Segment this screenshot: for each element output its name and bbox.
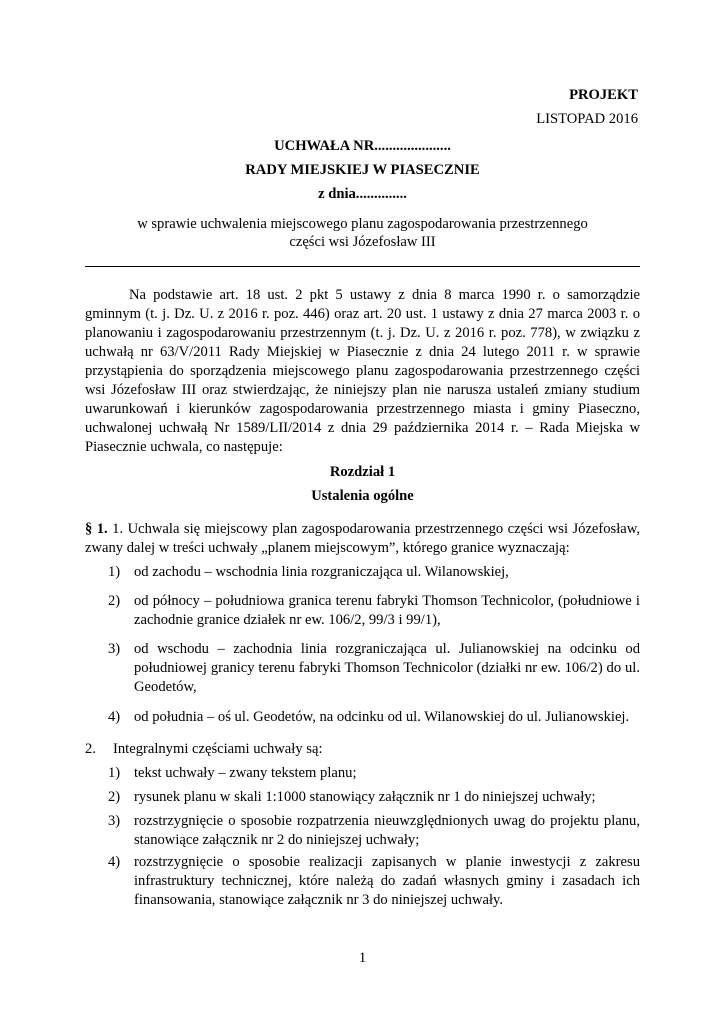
chapter-title: Ustalenia ogólne	[311, 488, 414, 504]
subject-line-2: części wsi Józefosław III	[289, 234, 436, 250]
section-1-intro	[85, 520, 640, 558]
preamble: Na podstawie art. 18 ust. 2 pkt 5 ustawy z dnia 8 marca 1990 r. o samorządzie gminnym (t. j. Dz. U. z 2016 r. poz. 446) oraz art. 20 ust. 1 ustawy z dnia 27 marca 2003 r. o planowaniu i zagospodarowaniu przestrzennym (t. j. Dz. U. z 2016 r. poz. 778), w związku z uchwałą nr 63/V/2011 Rady Miejskiej w Piasecznie z dnia 24 lutego 2011 r. w sprawie przystąpienia do sporządzenia miejscowego planu zagospodarowania przestrzennego części wsi Józefosław III oraz stwierdzając, że niniejszy plan nie narusza ustaleń zmiany studium uwarunkowań i kierunków zagospodarowania przestrzennego miasta i gminy Piaseczno, uchwalonej uchwałą Nr 1589/LII/2014 z dnia 29 października 2014 r. – Rada Miejska w Piasecznie uchwala, co następuje:	[85, 287, 640, 455]
item-text: tekst uchwały – zwany tekstem planu;	[134, 765, 357, 781]
item-number: 1)	[108, 765, 121, 781]
item-text: od północy – południowa granica terenu fabryki Thomson Technicolor, (południowe i zachodnie granice działek nr ew. 106/2, 99/3 i 99/1),	[134, 593, 640, 628]
section-mark: § 1.	[85, 521, 108, 537]
item-number: 1)	[108, 564, 121, 580]
title-divider	[85, 266, 640, 267]
item-number: 4)	[108, 854, 121, 870]
draft-status: PROJEKT	[569, 87, 638, 103]
section-2-intro-text: Integralnymi częściami uchwały są:	[113, 741, 323, 757]
item-text: od wschodu – zachodnia linia rozgraniczająca ul. Julianowskiej na odcinku od południowej granicy terenu fabryki Thomson Technicolor (działki nr ew. 106/2) do ul. Geodetów,	[134, 641, 640, 695]
resolution-date: z dnia..............	[318, 186, 407, 202]
page-number: 1	[358, 950, 367, 966]
item-number: 3)	[108, 641, 121, 657]
item-number: 2)	[108, 593, 121, 609]
item-text: rysunek planu w skali 1:1000 stanowiący załącznik nr 1 do niniejszej uchwały;	[134, 789, 596, 805]
item-text: rozstrzygnięcie o sposobie realizacji zapisanych w planie inwestycji z zakresu infrastruktury technicznej, które należą do zadań własnych gminy i zasadach ich finansowania, stanowiące załącznik nr 3 do niniejszej uchwały.	[134, 854, 640, 908]
item-text: rozstrzygnięcie o sposobie rozpatrzenia nieuwzględnionych uwag do projektu planu, stanowiące załącznik nr 2 do niniejszej uchwały;	[134, 813, 640, 848]
resolution-number: UCHWAŁA NR.....................	[274, 138, 451, 154]
subject-line-1: w sprawie uchwalenia miejscowego planu zagospodarowania przestrzennego	[137, 216, 588, 232]
draft-date: LISTOPAD 2016	[536, 111, 638, 127]
item-text: od zachodu – wschodnia linia rozgraniczająca ul. Wilanowskiej,	[134, 564, 509, 580]
chapter-number: Rozdział 1	[329, 464, 396, 480]
item-number: 2)	[108, 789, 121, 805]
section-2-number: 2.	[85, 741, 96, 757]
item-number: 4)	[108, 709, 121, 725]
item-text: od południa – oś ul. Geodetów, na odcinku od ul. Wilanowskiej do ul. Julianowskiej.	[134, 709, 630, 725]
item-number: 3)	[108, 813, 121, 829]
council-name: RADY MIEJSKIEJ W PIASECZNIE	[245, 162, 480, 178]
section-1-intro-text: 1. Uchwala się miejscowy plan zagospodarowania przestrzennego części wsi Józefosław, zwany dalej w treści uchwały „planem miejscowym”, którego granice wyznaczają:	[85, 521, 641, 556]
